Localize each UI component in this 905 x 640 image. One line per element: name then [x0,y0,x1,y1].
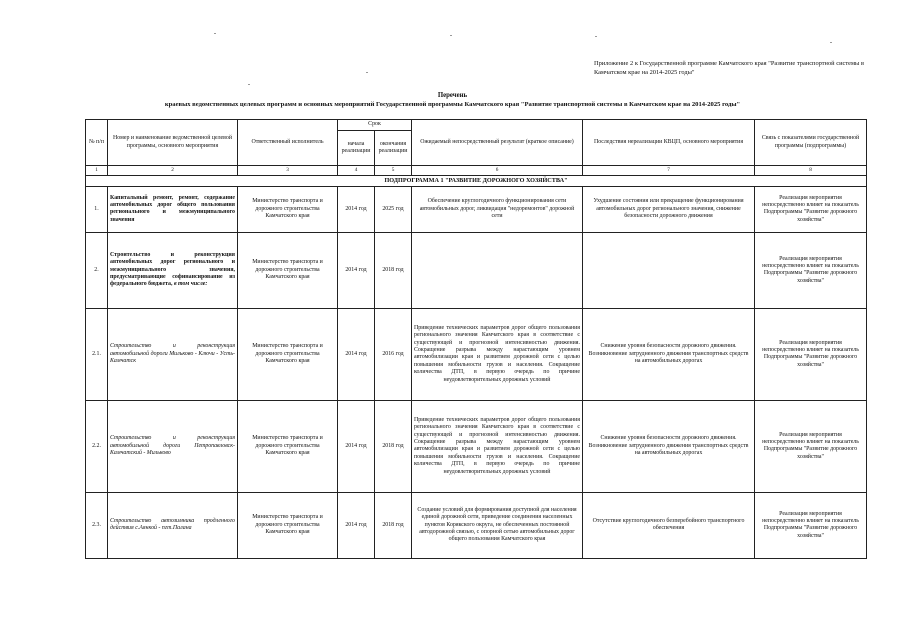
row-num: 2.2. [86,400,108,492]
row-consequences [583,232,755,308]
column-number: 5 [375,166,412,176]
row-end: 2016 год [375,308,412,400]
row-result: Приведение технических параметров дорог общего пользования регионального значения Камчатского края в соответствие с существующей и прогнозной интенсивностью движения. Сокращение разрыва между нарастающим уровнем автомобилизации края и развитием дорожной сети с целью повышения мобильности грузов и населения. Сокращение количества ДТП, в первую очередь по причине неудовлетворительных дорожных условий [412,308,583,400]
subprogram-row [86,176,867,186]
row-end: 2018 год [375,492,412,558]
document-subtitle: краевых ведомственных целевых программ и основных мероприятий Государственной программы Камчатского края "Развитие транспортной системы в Камчатском крае на 2014-2025 годы" [164,101,741,108]
document-title: Перечень [437,92,468,99]
row-executor: Министерство транспорта и дорожного строительства Камчатского края [238,186,338,232]
row-name: Строительство автозимника продленного действия с.Аянкой - пгт.Палана [108,492,238,558]
column-number: 3 [238,166,338,176]
row-consequences: Снижение уровня безопасности дорожного движения. Возникновение затрудненного движения транспортных средств на автомобильных дорогах [583,400,755,492]
row-executor: Министерство транспорта и дорожного строительства Камчатского края [238,492,338,558]
column-number: 2 [108,166,238,176]
header-end: окончания реализации [375,131,412,166]
row-name: Капитальный ремонт, ремонт, содержание автомобильных дорог общего пользования регионального и межмуниципального значения [108,186,238,232]
column-numbers-row [86,166,867,176]
row-link: Реализация мероприятия непосредственно влияет на показатель Подпрограммы "Развитие дорожного хозяйства" [755,492,867,558]
subprogram-title: ПОДПРОГРАММА 1 "РАЗВИТИЕ ДОРОЖНОГО ХОЗЯЙСТВА" [86,176,867,186]
row-start: 2014 год [338,492,375,558]
scan-speck [830,42,832,43]
scan-speck [214,33,216,34]
row-start: 2014 год [338,308,375,400]
row-consequences: Снижение уровня безопасности дорожного движения. Возникновение затрудненного движения транспортных средств на автомобильных дорогах [583,308,755,400]
appendix-note: Приложение 2 к Государственной программе Камчатского края "Развитие транспортной системы в Камчатском крае на 2014-2025 годы" [594,60,864,76]
row-link: Реализация мероприятия непосредственно влияет на показатель Подпрограммы "Развитие дорожного хозяйства" [755,308,867,400]
header-link: Связь с показателями государственной программы (подпрограммы) [755,120,867,166]
row-result [412,232,583,308]
row-start: 2014 год [338,186,375,232]
scan-speck [450,35,452,36]
table-row [86,400,867,492]
header-term: Срок [338,120,412,131]
header-start: начала реализации [338,131,375,166]
table-row [86,308,867,400]
row-name [108,232,238,308]
row-name: Строительство и реконструкция автомобильной дороги Петропавловск-Камчатский - Мильково [108,400,238,492]
row-num: 2. [86,232,108,308]
row-result: Создание условий для формирования доступной для населения единой дорожной сети, приведение соединения населенных пунктов Корякского округа, не обеспеченных постоянной автодорожной связью, с опорной сетью автомобильных дорог общего пользования Камчатского края [412,492,583,558]
header-consequences: Последствия нереализации КВЦП, основного мероприятия [583,120,755,166]
scan-speck [248,84,250,85]
table-row [86,232,867,308]
row-end: 2018 год [375,232,412,308]
row-num: 2.1. [86,308,108,400]
column-number: 4 [338,166,375,176]
table-row [86,492,867,558]
column-number: 6 [412,166,583,176]
row-link: Реализация мероприятия непосредственно влияет на показатель Подпрограммы "Развитие дорожного хозяйства" [755,400,867,492]
row-start: 2014 год [338,400,375,492]
row-num: 2.3. [86,492,108,558]
row-name-main: Строительство и реконструкция автомобильных дорог регионального и межмуниципального значения, предусматривающие софинансирование из федерального бюджета, [110,251,235,288]
scan-speck [595,36,597,37]
row-end: 2025 год [375,186,412,232]
row-name-suffix: в том числе: [173,281,208,288]
row-consequences: Ухудшение состояния или прекращение функционирования автомобильных дорог регионального значения, снижение безопасности дорожного движения [583,186,755,232]
row-end: 2018 год [375,400,412,492]
column-number: 1 [86,166,108,176]
row-link: Реализация мероприятия непосредственно влияет на показатель Подпрограммы "Развитие дорожного хозяйства" [755,232,867,308]
row-result: Приведение технических параметров дорог общего пользования регионального значения Камчатского края в соответствие с существующей и прогнозной интенсивностью движения. Сокращение разрыва между нарастающим уровнем автомобилизации края и развитием дорожной сети с целью повышения мобильности грузов и населения. Сокращение количества ДТП, в первую очередь по причине неудовлетворительных дорожных условий [412,400,583,492]
row-name: Строительство и реконструкция автомобильной дороги Мильково - Ключи - Усть-Камчатск [108,308,238,400]
row-start: 2014 год [338,232,375,308]
column-number: 7 [583,166,755,176]
scan-speck [366,72,368,73]
column-number: 8 [755,166,867,176]
header-executor: Ответственный исполнитель [238,120,338,166]
programs-table [85,119,867,559]
row-executor: Министерство транспорта и дорожного строительства Камчатского края [238,400,338,492]
row-link: Реализация мероприятия непосредственно влияет на показатель Подпрограммы "Развитие дорожного хозяйства" [755,186,867,232]
header-name: Номер и наименование ведомственной целевой программы, основного мероприятия [108,120,238,166]
row-consequences: Отсутствие круглогодичного безперебойного транспортного обеспечения [583,492,755,558]
header-result: Ожидаемый непосредственный результат (краткое описание) [412,120,583,166]
row-num: 1. [86,186,108,232]
header-num: № п/п [86,120,108,166]
header-row [86,120,867,131]
row-executor: Министерство транспорта и дорожного строительства Камчатского края [238,308,338,400]
row-result: Обеспечение круглогодичного функционирования сети автомобильных дорог, ликвидация "недоремонтов" дорожной сети [412,186,583,232]
row-executor: Министерство транспорта и дорожного строительства Камчатского края [238,232,338,308]
table-row [86,186,867,232]
